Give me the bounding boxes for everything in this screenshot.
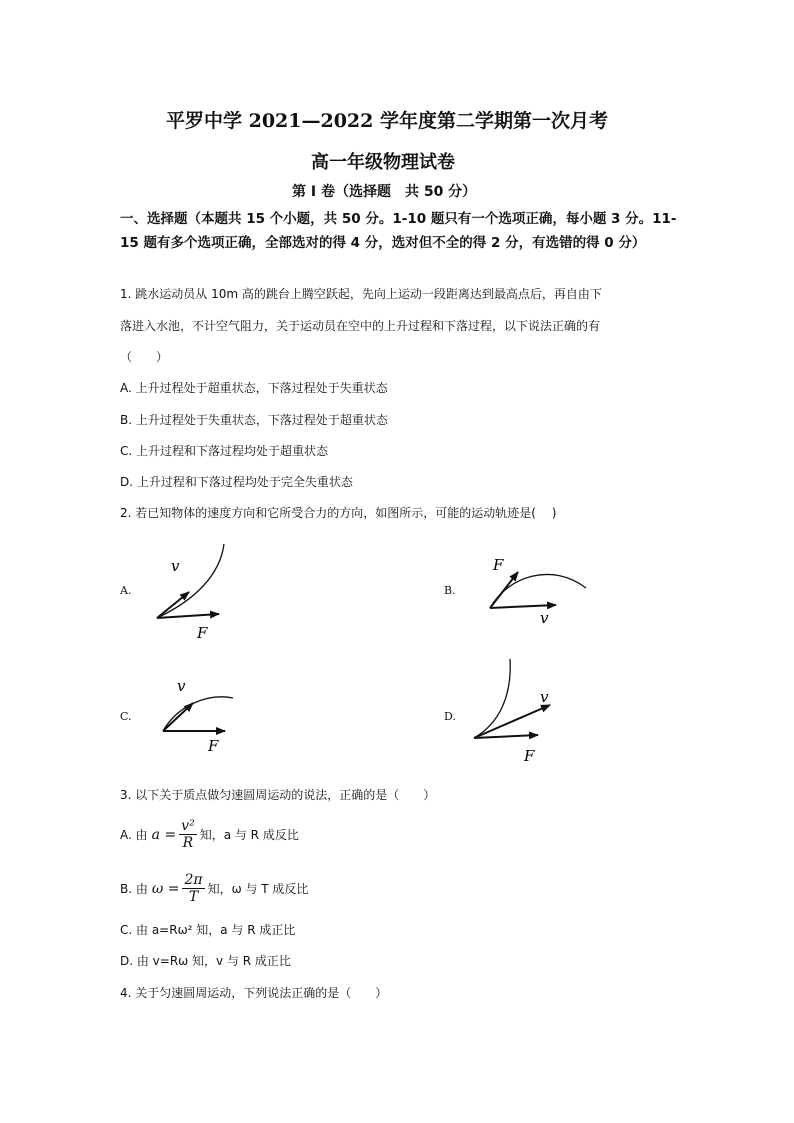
velocity-arrow <box>474 705 550 738</box>
velocity-arrow <box>490 605 556 608</box>
q1-option-d: D. 上升过程和下落过程均处于完全失重状态 <box>120 475 353 489</box>
q1-stem-line-3: （ ） <box>120 350 169 364</box>
q2-option-c-label: C. <box>120 710 132 723</box>
q2-figure-a <box>145 540 245 645</box>
force-label: F <box>197 624 208 642</box>
velocity-label: v <box>171 557 180 575</box>
velocity-label: v <box>540 609 549 627</box>
q3-a-numerator: v² <box>181 818 195 834</box>
q3-option-c: C. 由 a=Rω² 知，a 与 R 成正比 <box>120 923 296 937</box>
trajectory-curve <box>474 659 510 738</box>
q1-option-b: B. 上升过程处于失重状态，下落过程处于超重状态 <box>120 413 388 427</box>
force-arrow <box>474 735 538 738</box>
q3-b-fraction <box>182 872 204 905</box>
q1-option-a: A. 上升过程处于超重状态，下落过程处于失重状态 <box>120 381 388 395</box>
velocity-arrow <box>157 592 189 618</box>
q3-a-suffix: 知，a 与 R 成反比 <box>199 828 299 842</box>
q4-stem: 4. 关于匀速圆周运动，下列说法正确的是（ ） <box>120 986 388 1000</box>
q2-option-a-label: A. <box>120 584 132 597</box>
trajectory-curve <box>490 574 586 608</box>
q3-option-d: D. 由 v=Rω 知，v 与 R 成正比 <box>120 954 291 968</box>
page-title: 平罗中学 2021—2022 学年度第二学期第一次月考 <box>166 110 608 132</box>
velocity-label: v <box>177 677 186 695</box>
trajectory-curve <box>157 544 224 618</box>
q2-figure-b <box>480 552 595 632</box>
q3-b-suffix: 知，ω 与 T 成反比 <box>207 882 309 896</box>
velocity-arrow <box>163 703 193 731</box>
section-instructions: 一、选择题（本题共 15 个小题，共 50 分。1-10 题只有一个选项正确，每小题 3 分。11-15 题有多个选项正确，全部选对的得 4 分，选对但不全的得 2 分，有选错的得 0 分） <box>120 211 677 251</box>
q3-b-numerator: 2π <box>184 872 203 888</box>
force-arrow <box>157 614 219 618</box>
q1-stem-line-2: 落进入水池，不计空气阻力，关于运动员在空中的上升过程和下落过程，以下说法正确的有 <box>120 319 601 333</box>
q3-option-a <box>120 818 299 851</box>
q2-figure-c <box>153 675 248 755</box>
force-label: F <box>524 747 535 765</box>
force-arrow <box>490 572 518 608</box>
q3-a-fraction <box>179 818 197 851</box>
q3-a-lhs: a = <box>151 826 177 843</box>
q1-option-c: C. 上升过程和下落过程均处于超重状态 <box>120 444 329 458</box>
q3-a-prefix: A. 由 <box>120 828 148 842</box>
force-label: F <box>208 737 219 755</box>
section-heading: 第 I 卷（选择题 共 50 分） <box>292 184 477 200</box>
page-subtitle: 高一年级物理试卷 <box>311 152 455 173</box>
q1-stem-line-1: 1. 跳水运动员从 10m 高的跳台上腾空跃起，先向上运动一段距离达到最高点后，再自由下 <box>120 287 602 301</box>
q3-b-lhs: ω = <box>151 880 180 897</box>
trajectory-curve <box>163 697 233 731</box>
q2-option-d-label: D. <box>444 710 456 723</box>
q3-a-denominator: R <box>182 835 194 851</box>
q3-option-b <box>120 872 308 905</box>
q2-stem: 2. 若已知物体的速度方向和它所受合力的方向，如图所示，可能的运动轨迹是( ) <box>120 506 557 520</box>
q2-figure-d <box>464 655 569 770</box>
q3-b-denominator: T <box>188 889 199 905</box>
q3-b-prefix: B. 由 <box>120 882 148 896</box>
q2-option-b-label: B. <box>444 584 456 597</box>
force-label: F <box>493 556 504 574</box>
q3-stem: 3. 以下关于质点做匀速圆周运动的说法，正确的是（ ） <box>120 788 436 802</box>
velocity-label: v <box>540 688 549 706</box>
